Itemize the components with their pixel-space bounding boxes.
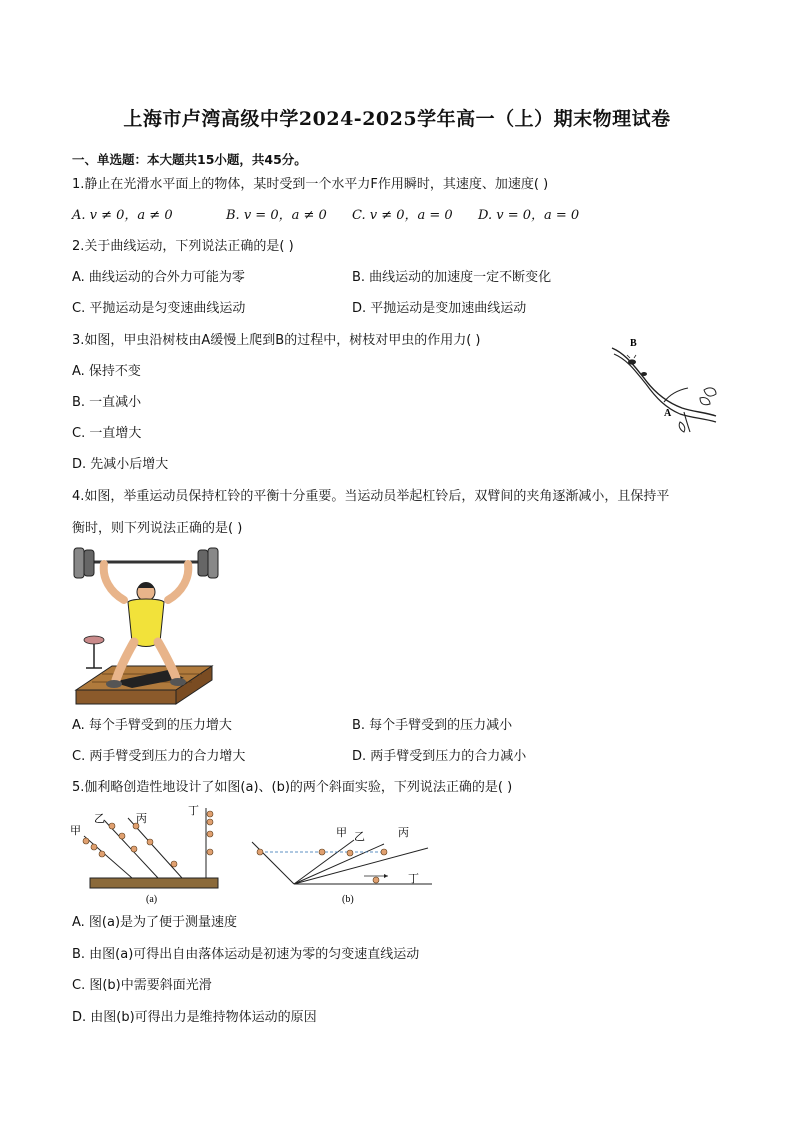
q4-option-b[interactable]: B. 每个手臂受到的压力减小 (352, 718, 513, 733)
q5-figure-a (70, 800, 222, 906)
q3-label-b: B (630, 338, 637, 349)
q2-option-c[interactable]: C. 平抛运动是匀变速曲线运动 (72, 301, 246, 316)
q4-weightlifter-figure (72, 542, 220, 708)
q5-option-b[interactable]: B. 由图(a)可得出自由落体运动是初速为零的匀变速直线运动 (72, 947, 420, 962)
q5a-label-yi: 乙 (94, 812, 105, 825)
q5-option-c[interactable]: C. 图(b)中需要斜面光滑 (72, 978, 212, 993)
q5b-label-jia: 甲 (336, 826, 347, 839)
page-title: 上海市卢湾高级中学2024-2025学年高一（上）期末物理试卷 (123, 108, 671, 130)
q1-stem: 1.静止在光滑水平面上的物体，某时受到一个水平力F作用瞬时，其速度、加速度( ) (72, 177, 549, 192)
q5-option-a[interactable]: A. 图(a)是为了便于测量速度 (72, 915, 238, 930)
q3-option-b[interactable]: B. 一直减小 (72, 395, 142, 410)
q3-branch-figure (604, 336, 720, 436)
q2-option-b[interactable]: B. 曲线运动的加速度一定不断变化 (352, 270, 552, 285)
q4-stem-line1: 4.如图，举重运动员保持杠铃的平衡十分重要。当运动员举起杠铃后，双臂间的夹角逐渐减小，且保持平 (72, 489, 670, 504)
q5a-label-ding: 丁 (188, 804, 199, 817)
q3-option-a[interactable]: A. 保持不变 (72, 364, 141, 379)
q1-option-c[interactable]: C. v ≠ 0，a = 0 (352, 208, 453, 223)
q5-option-d[interactable]: D. 由图(b)可得出力是维持物体运动的原因 (72, 1010, 317, 1025)
q3-stem: 3.如图，甲虫沿树枝由A缓慢上爬到B的过程中，树枝对甲虫的作用力( ) (72, 333, 481, 348)
q4-option-d[interactable]: D. 两手臂受到压力的合力减小 (352, 749, 527, 764)
q2-option-d[interactable]: D. 平抛运动是变加速曲线运动 (352, 301, 527, 316)
q5b-caption: (b) (342, 894, 354, 905)
q5-figure-b (244, 822, 434, 908)
q2-option-a[interactable]: A. 曲线运动的合外力可能为零 (72, 270, 245, 285)
q5b-label-ding: 丁 (408, 872, 419, 885)
q5a-caption: (a) (146, 894, 158, 905)
q1-option-a[interactable]: A. v ≠ 0，a ≠ 0 (72, 208, 173, 223)
q5b-label-yi: 乙 (354, 830, 365, 843)
q4-stem-line2: 衡时，则下列说法正确的是( ) (72, 521, 243, 536)
q1-option-d[interactable]: D. v = 0，a = 0 (478, 208, 580, 223)
q3-label-a: A (664, 408, 672, 419)
q1-option-b[interactable]: B. v = 0，a ≠ 0 (226, 208, 327, 223)
q3-option-d[interactable]: D. 先减小后增大 (72, 457, 169, 472)
q5b-label-bing: 丙 (398, 826, 409, 839)
q3-option-c[interactable]: C. 一直增大 (72, 426, 142, 441)
q5-stem: 5.伽利略创造性地设计了如图(a)、(b)的两个斜面实验，下列说法正确的是( ) (72, 780, 513, 795)
q4-option-c[interactable]: C. 两手臂受到压力的合力增大 (72, 749, 246, 764)
q4-option-a[interactable]: A. 每个手臂受到的压力增大 (72, 718, 232, 733)
q2-stem: 2.关于曲线运动，下列说法正确的是( ) (72, 239, 294, 254)
section-heading: 一、单选题：本大题共15小题，共45分。 (72, 152, 307, 167)
q5a-label-bing: 丙 (136, 812, 147, 825)
q5a-label-jia: 甲 (70, 824, 81, 837)
